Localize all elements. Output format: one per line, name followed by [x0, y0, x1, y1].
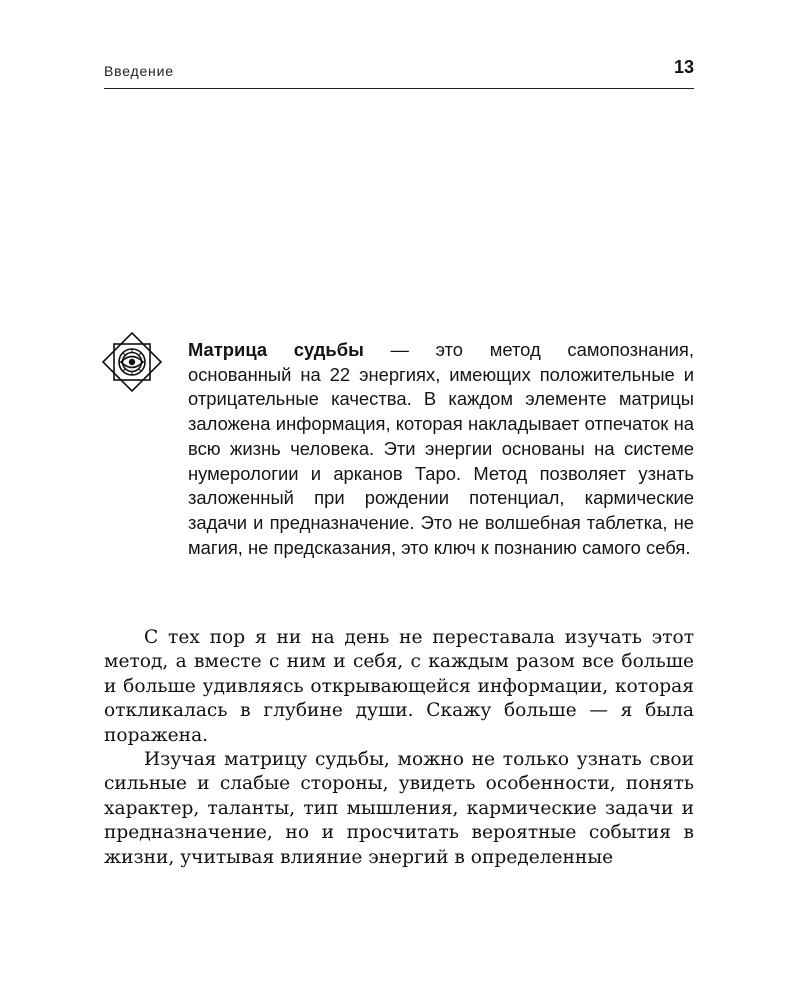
mandala-diamond-icon — [100, 330, 164, 394]
page-number: 13 — [673, 57, 694, 77]
paragraph: С тех пор я ни на день не переставала изучать этот метод, а вместе с ним и себя, с каждым разом все больше и больше удивляясь открывающейся информации, которая откликалась в глубине души. Скажу больше — я была поражена. — [104, 627, 694, 746]
section-title: Введение — [104, 63, 174, 79]
paragraph: Изучая матрицу судьбы, можно не только узнать свои сильные и слабые стороны, увидеть особенности, понять характер, таланты, тип мышления, кармические задачи и предназначение, но и просчитать вероятные события в жизни, учитывая влияние энергий в определенные — [104, 749, 694, 868]
body-text — [104, 626, 694, 870]
definition-term: Матрица судьбы — [188, 339, 364, 360]
definition-box — [188, 338, 694, 560]
running-header — [104, 52, 694, 89]
definition-text: — это метод самопознания, основанный на 22 энергиях, имеющих положительные и отрицательные качества. В каждом элементе матрицы заложена информация, которая накладывает отпечаток на всю жизнь человека. Эти энергии основаны на системе нумерологии и арканов Таро. Метод позволяет узнать заложенный при рождении потенциал, кармические задачи и предназначение. Это не волшебная таблетка, не магия, не предсказания, это ключ к познанию самого себя. — [188, 339, 694, 558]
